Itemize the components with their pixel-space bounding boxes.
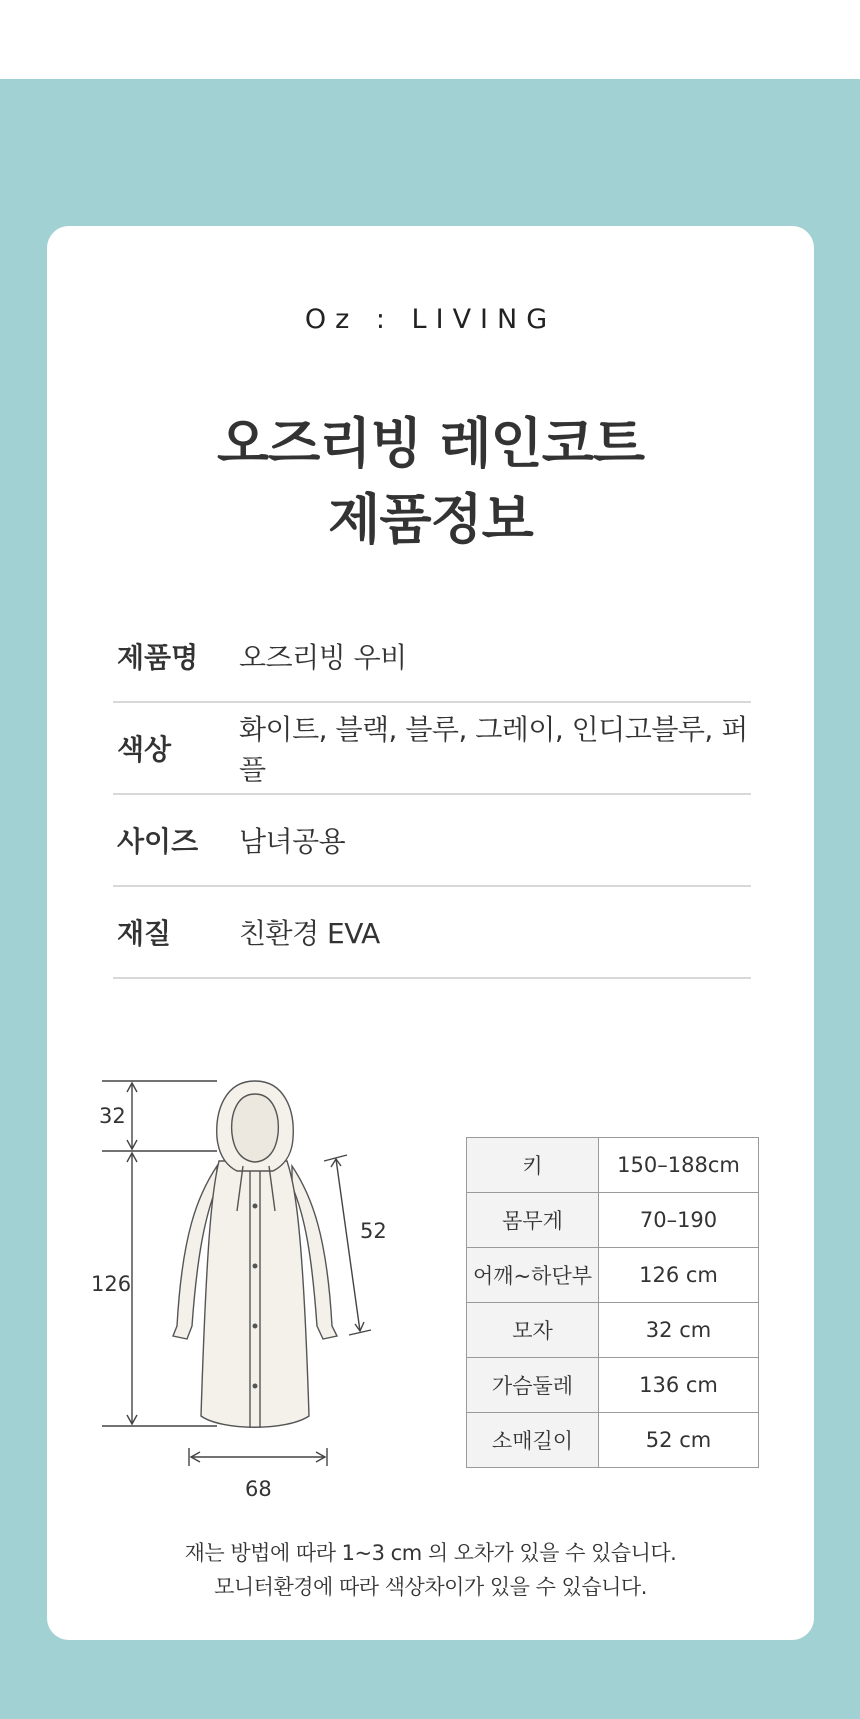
- length-measure-label: 126: [91, 1272, 132, 1296]
- title-line-1: 오즈리빙 레인코트: [216, 412, 645, 475]
- size-value: 70–190: [599, 1193, 759, 1248]
- info-label: 재질: [117, 917, 172, 950]
- table-row: [467, 1248, 759, 1303]
- size-key: 어깨~하단부: [467, 1248, 599, 1303]
- size-table: [466, 1137, 759, 1468]
- sleeve-measure-label: 52: [360, 1219, 387, 1243]
- size-value: 52 cm: [599, 1413, 759, 1468]
- width-measure-label: 68: [245, 1477, 272, 1501]
- table-row: [467, 1193, 759, 1248]
- size-key: 키: [467, 1138, 599, 1193]
- info-label: 색상: [117, 733, 172, 766]
- brand-logo: Oz : LIVING: [304, 304, 557, 335]
- hood-measure-label: 32: [99, 1104, 126, 1128]
- info-label: 제품명: [117, 641, 199, 674]
- info-value: 친환경 EVA: [239, 917, 380, 950]
- title-line-2: 제품정보: [328, 488, 533, 551]
- size-value: 126 cm: [599, 1248, 759, 1303]
- table-row: [467, 1358, 759, 1413]
- info-value: 오즈리빙 우비: [239, 641, 407, 674]
- size-key: 가슴둘레: [467, 1358, 599, 1413]
- info-value: 남녀공용: [239, 825, 346, 858]
- info-value: 화이트, 블랙, 블루, 그레이, 인디고블루, 퍼플: [239, 713, 748, 786]
- size-value: 150–188cm: [599, 1138, 759, 1193]
- raincoat-illustration: [173, 1081, 337, 1428]
- note-line-1: 재는 방법에 따라 1~3 cm 의 오차가 있을 수 있습니다.: [184, 1541, 677, 1565]
- size-key: 소매길이: [467, 1413, 599, 1468]
- table-row: [467, 1138, 759, 1193]
- size-value: 32 cm: [599, 1303, 759, 1358]
- note-line-2: 모니터환경에 따라 색상차이가 있을 수 있습니다.: [214, 1575, 647, 1599]
- size-key: 몸무게: [467, 1193, 599, 1248]
- size-key: 모자: [467, 1303, 599, 1358]
- table-row: [467, 1413, 759, 1468]
- table-row: [467, 1303, 759, 1358]
- size-value: 136 cm: [599, 1358, 759, 1413]
- measurement-notes: [47, 1536, 814, 1604]
- product-info-card: [47, 226, 814, 1640]
- info-label: 사이즈: [117, 825, 199, 858]
